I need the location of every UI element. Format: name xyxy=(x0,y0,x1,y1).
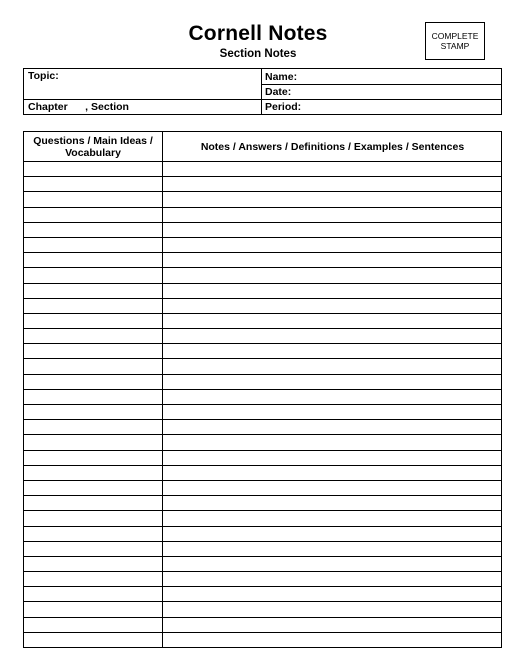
table-row-line xyxy=(24,601,501,602)
table-row-line xyxy=(24,571,501,572)
complete-stamp-box xyxy=(425,22,485,60)
chapter-section-label: Chapter , Section xyxy=(28,101,129,113)
info-rule xyxy=(24,99,501,100)
table-row-line xyxy=(24,450,501,451)
table-row-line xyxy=(24,207,501,208)
notes-column-header: Notes / Answers / Definitions / Examples / Sentences xyxy=(200,141,465,153)
table-row-line xyxy=(24,298,501,299)
table-row-line xyxy=(24,343,501,344)
page-title: Cornell Notes xyxy=(188,22,328,45)
table-row-line xyxy=(24,495,501,496)
table-row-line xyxy=(24,358,501,359)
table-row-line xyxy=(24,632,501,633)
table-row-line xyxy=(24,176,501,177)
name-label: Name: xyxy=(265,71,298,83)
table-row-line xyxy=(24,510,501,511)
notes-table xyxy=(23,131,502,648)
table-row-line xyxy=(24,419,501,420)
questions-column-header: Questions / Main Ideas / Vocabulary xyxy=(33,135,153,159)
table-row-line xyxy=(24,222,501,223)
stamp-line-1: COMPLETE xyxy=(431,31,479,41)
table-row-line xyxy=(24,374,501,375)
table-row-line xyxy=(24,586,501,587)
info-divider xyxy=(261,69,262,114)
table-row-line xyxy=(24,434,501,435)
table-row-line xyxy=(24,480,501,481)
table-row-line xyxy=(24,313,501,314)
table-row-line xyxy=(24,389,501,390)
info-box xyxy=(23,68,502,115)
table-row-line xyxy=(24,237,501,238)
table-row-line xyxy=(24,252,501,253)
date-label: Date: xyxy=(265,86,292,98)
table-row-line xyxy=(24,465,501,466)
info-rule xyxy=(261,84,501,85)
topic-label: Topic: xyxy=(28,70,59,82)
table-row-line xyxy=(24,191,501,192)
table-row-line xyxy=(24,161,501,162)
table-row-line xyxy=(24,267,501,268)
table-row-line xyxy=(24,283,501,284)
table-row-line xyxy=(24,556,501,557)
table-row-line xyxy=(24,328,501,329)
table-row-line xyxy=(24,404,501,405)
period-label: Period: xyxy=(265,101,302,113)
table-row-line xyxy=(24,541,501,542)
table-row-line xyxy=(24,617,501,618)
table-row-line xyxy=(24,526,501,527)
page-subtitle: Section Notes xyxy=(219,48,297,60)
stamp-line-2: STAMP xyxy=(440,41,470,51)
